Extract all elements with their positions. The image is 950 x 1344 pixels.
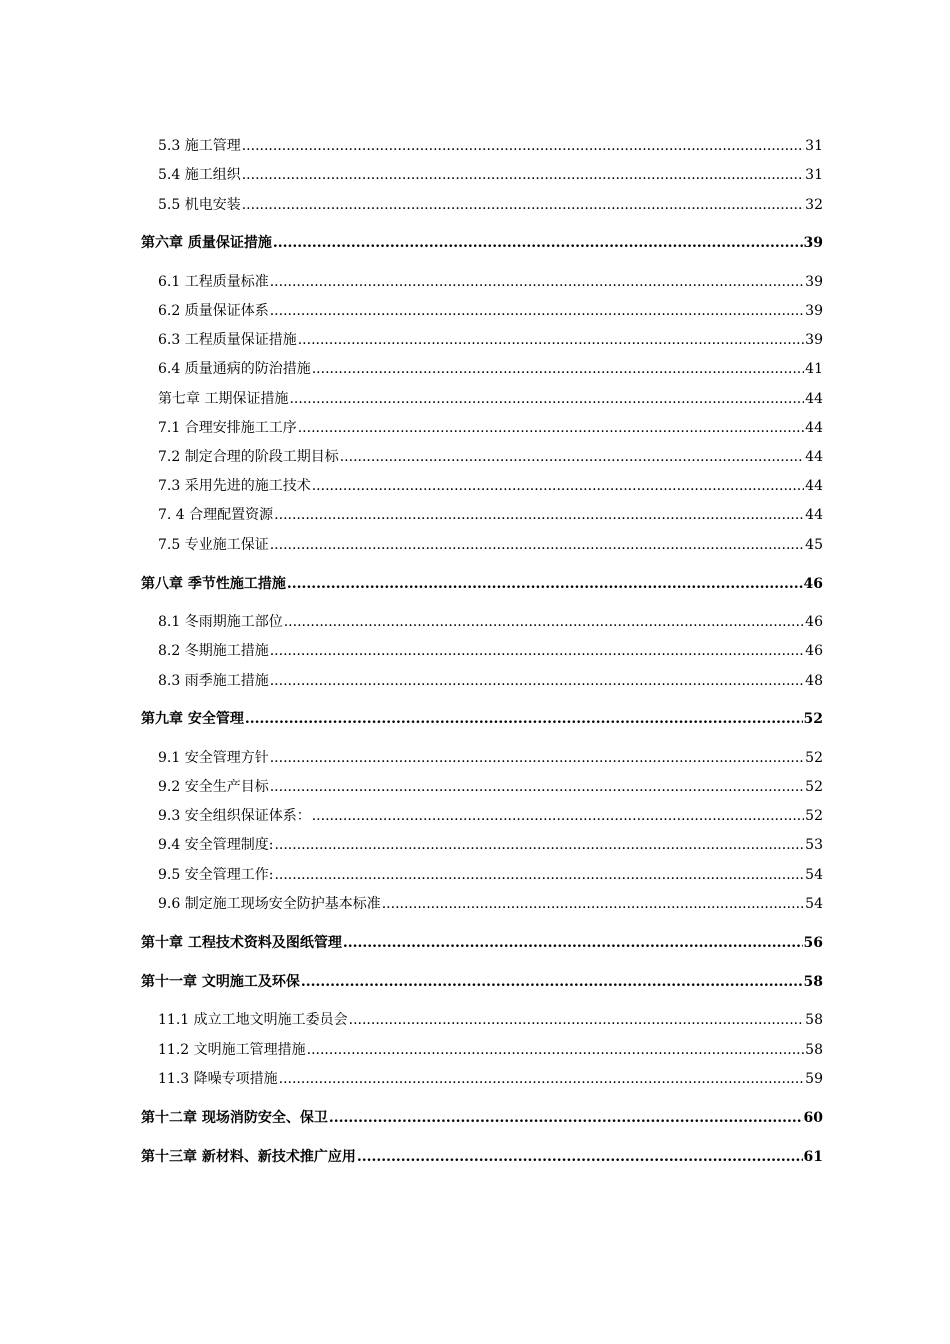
toc-page-number: 39	[803, 235, 823, 251]
toc-page-number: 31	[805, 138, 823, 154]
toc-chapter-entry[interactable]	[0, 1146, 950, 1168]
toc-page-number: 60	[803, 1110, 823, 1126]
toc-page-number: 58	[803, 974, 823, 990]
toc-entry-line	[141, 1107, 823, 1129]
toc-chapter-entry[interactable]	[0, 708, 950, 730]
toc-section-entry[interactable]	[0, 747, 950, 769]
toc-section-entry[interactable]	[0, 446, 950, 468]
toc-leader-dots	[270, 534, 804, 556]
toc-entry-title: 11.3 降噪专项措施	[158, 1071, 278, 1087]
toc-leader-dots	[279, 1068, 805, 1090]
toc-entry-line	[141, 232, 823, 254]
toc-chapter-entry[interactable]	[0, 573, 950, 595]
toc-page-number: 39	[805, 303, 823, 319]
toc-section-entry[interactable]	[0, 271, 950, 293]
toc-page-number: 46	[805, 614, 823, 630]
toc-entry-line	[158, 446, 823, 468]
toc-entry-line	[158, 670, 823, 692]
toc-page-number: 44	[805, 478, 823, 494]
toc-page-number: 58	[805, 1042, 823, 1058]
toc-entry-line	[158, 747, 823, 769]
toc-entry-line	[141, 708, 823, 730]
toc-page-number: 54	[805, 896, 823, 912]
toc-section-entry[interactable]	[0, 475, 950, 497]
toc-page-number: 58	[805, 1012, 823, 1028]
toc-entry-title: 第六章 质量保证措施	[141, 235, 272, 251]
toc-entry-title: 6.1 工程质量标准	[158, 274, 269, 290]
toc-entry-line	[158, 805, 823, 827]
toc-leader-dots	[242, 164, 804, 186]
toc-page-number: 44	[805, 420, 823, 436]
toc-leader-dots	[284, 611, 804, 633]
toc-entry-title: 9.4 安全管理制度:	[158, 837, 274, 853]
toc-entry-title: 第八章 季节性施工措施	[141, 576, 286, 592]
toc-section-entry[interactable]	[0, 194, 950, 216]
toc-leader-dots	[312, 475, 804, 497]
toc-section-entry[interactable]	[0, 611, 950, 633]
toc-page-number: 31	[805, 167, 823, 183]
toc-leader-dots	[270, 640, 804, 662]
toc-leader-dots	[270, 271, 804, 293]
toc-leader-dots	[329, 1107, 803, 1129]
toc-section-entry[interactable]	[0, 300, 950, 322]
toc-section-entry[interactable]	[0, 1009, 950, 1031]
toc-leader-dots	[274, 504, 804, 526]
toc-entry-line	[141, 1146, 823, 1168]
toc-entry-line	[158, 358, 823, 380]
toc-page-number: 32	[805, 197, 823, 213]
toc-leader-dots	[298, 329, 804, 351]
toc-entry-title: 8.3 雨季施工措施	[158, 673, 269, 689]
toc-entry-line	[141, 971, 823, 993]
toc-leader-dots	[242, 194, 804, 216]
toc-page-number: 56	[803, 935, 823, 951]
toc-chapter-entry[interactable]	[0, 971, 950, 993]
toc-page-number: 54	[805, 867, 823, 883]
toc-entry-title: 9.2 安全生产目标	[158, 779, 269, 795]
toc-section-entry[interactable]	[0, 1039, 950, 1061]
toc-entry-line	[141, 573, 823, 595]
toc-entry-title: 11.2 文明施工管理措施	[158, 1042, 306, 1058]
toc-page-number: 46	[805, 643, 823, 659]
toc-entry-line	[158, 388, 823, 410]
toc-page-number: 52	[805, 750, 823, 766]
toc-entry-title: 5.3 施工管理	[158, 138, 241, 154]
toc-entry-line	[158, 640, 823, 662]
toc-leader-dots	[312, 805, 804, 827]
toc-entry-line	[158, 417, 823, 439]
toc-leader-dots	[242, 135, 804, 157]
toc-page-number: 44	[805, 391, 823, 407]
toc-leader-dots	[273, 232, 803, 254]
toc-leader-dots	[298, 417, 804, 439]
toc-entry-title: 9.1 安全管理方针	[158, 750, 269, 766]
toc-entry-line	[158, 1068, 823, 1090]
toc-entry-title: 8.2 冬期施工措施	[158, 643, 269, 659]
toc-page-number: 53	[805, 837, 823, 853]
toc-section-entry[interactable]	[0, 776, 950, 798]
toc-page-number: 52	[805, 808, 823, 824]
toc-leader-dots	[343, 932, 803, 954]
toc-page-number: 44	[805, 449, 823, 465]
toc-entry-title: 9.6 制定施工现场安全防护基本标准	[158, 896, 381, 912]
toc-page-number: 46	[803, 576, 823, 592]
toc-entry-line	[158, 271, 823, 293]
toc-section-entry[interactable]	[0, 640, 950, 662]
toc-page-number: 41	[805, 361, 823, 377]
toc-leader-dots	[274, 834, 804, 856]
toc-section-entry[interactable]	[0, 805, 950, 827]
toc-section-entry[interactable]	[0, 504, 950, 526]
toc-entry-line	[158, 164, 823, 186]
toc-entry-line	[158, 834, 823, 856]
toc-leader-dots	[357, 1146, 803, 1168]
toc-leader-dots	[245, 708, 803, 730]
toc-entry-title: 11.1 成立工地文明施工委员会	[158, 1012, 348, 1028]
toc-leader-dots	[287, 573, 803, 595]
toc-entry-title: 7.2 制定合理的阶段工期目标	[158, 449, 339, 465]
toc-page-number: 59	[805, 1071, 823, 1087]
toc-entry-title: 6.3 工程质量保证措施	[158, 332, 297, 348]
toc-section-entry[interactable]	[0, 1068, 950, 1090]
toc-entry-line	[158, 776, 823, 798]
toc-leader-dots	[307, 1039, 805, 1061]
toc-entry-title: 7.1 合理安排施工工序	[158, 420, 297, 436]
toc-page-number: 52	[803, 711, 823, 727]
toc-entry-title: 7. 4 合理配置资源	[158, 507, 274, 523]
toc-section-entry[interactable]	[0, 388, 950, 410]
toc-entry-line	[158, 300, 823, 322]
toc-section-entry[interactable]	[0, 834, 950, 856]
toc-entry-title: 6.2 质量保证体系	[158, 303, 269, 319]
toc-entry-line	[158, 534, 823, 556]
toc-entry-title: 6.4 质量通病的防治措施	[158, 361, 311, 377]
toc-entry-line	[158, 864, 823, 886]
toc-entry-title: 第十二章 现场消防安全、保卫	[141, 1110, 328, 1126]
toc-section-entry[interactable]	[0, 534, 950, 556]
toc-page-number: 39	[805, 274, 823, 290]
toc-page-number: 39	[805, 332, 823, 348]
toc-entry-line	[158, 1039, 823, 1061]
toc-leader-dots	[270, 776, 804, 798]
toc-entry-title: 7.5 专业施工保证	[158, 537, 269, 553]
toc-section-entry[interactable]	[0, 329, 950, 351]
toc-leader-dots	[289, 388, 804, 410]
toc-leader-dots	[382, 893, 804, 915]
toc-entry-title: 第七章 工期保证措施	[158, 391, 289, 407]
toc-leader-dots	[270, 670, 804, 692]
toc-entry-title: 第九章 安全管理	[141, 711, 244, 727]
toc-leader-dots	[270, 747, 804, 769]
toc-section-entry[interactable]	[0, 670, 950, 692]
toc-entry-line	[158, 504, 823, 526]
toc-entry-line	[158, 194, 823, 216]
toc-page-number: 45	[805, 537, 823, 553]
toc-entry-line	[158, 475, 823, 497]
toc-entry-line	[158, 893, 823, 915]
toc-leader-dots	[349, 1009, 805, 1031]
toc-chapter-entry[interactable]	[0, 932, 950, 954]
toc-leader-dots	[274, 864, 804, 886]
toc-section-entry[interactable]	[0, 864, 950, 886]
toc-page-number: 52	[805, 779, 823, 795]
toc-leader-dots	[340, 446, 804, 468]
toc-entry-title: 8.1 冬雨期施工部位	[158, 614, 283, 630]
toc-section-entry[interactable]	[0, 164, 950, 186]
toc-section-entry[interactable]	[0, 358, 950, 380]
toc-entry-line	[158, 1009, 823, 1031]
toc-page-number: 61	[803, 1149, 823, 1165]
toc-entry-title: 第十一章 文明施工及环保	[141, 974, 300, 990]
toc-entry-title: 第十章 工程技术资料及图纸管理	[141, 935, 342, 951]
toc-entry-title: 第十三章 新材料、新技术推广应用	[141, 1149, 356, 1165]
toc-page-number: 48	[805, 673, 823, 689]
toc-leader-dots	[301, 971, 803, 993]
toc-leader-dots	[270, 300, 804, 322]
toc-entry-title: 5.5 机电安装	[158, 197, 241, 213]
toc-section-entry[interactable]	[0, 893, 950, 915]
toc-entry-title: 9.5 安全管理工作:	[158, 867, 274, 883]
toc-section-entry[interactable]	[0, 135, 950, 157]
toc-entry-line	[158, 135, 823, 157]
toc-page-number: 44	[805, 507, 823, 523]
toc-entry-title: 7.3 采用先进的施工技术	[158, 478, 311, 494]
toc-entry-line	[158, 611, 823, 633]
toc-section-entry[interactable]	[0, 417, 950, 439]
toc-chapter-entry[interactable]	[0, 232, 950, 254]
toc-leader-dots	[312, 358, 804, 380]
toc-entry-line	[158, 329, 823, 351]
toc-entry-title: 9.3 安全组织保证体系：	[158, 808, 311, 824]
toc-entry-title: 5.4 施工组织	[158, 167, 241, 183]
toc-chapter-entry[interactable]	[0, 1107, 950, 1129]
toc-entry-line	[141, 932, 823, 954]
